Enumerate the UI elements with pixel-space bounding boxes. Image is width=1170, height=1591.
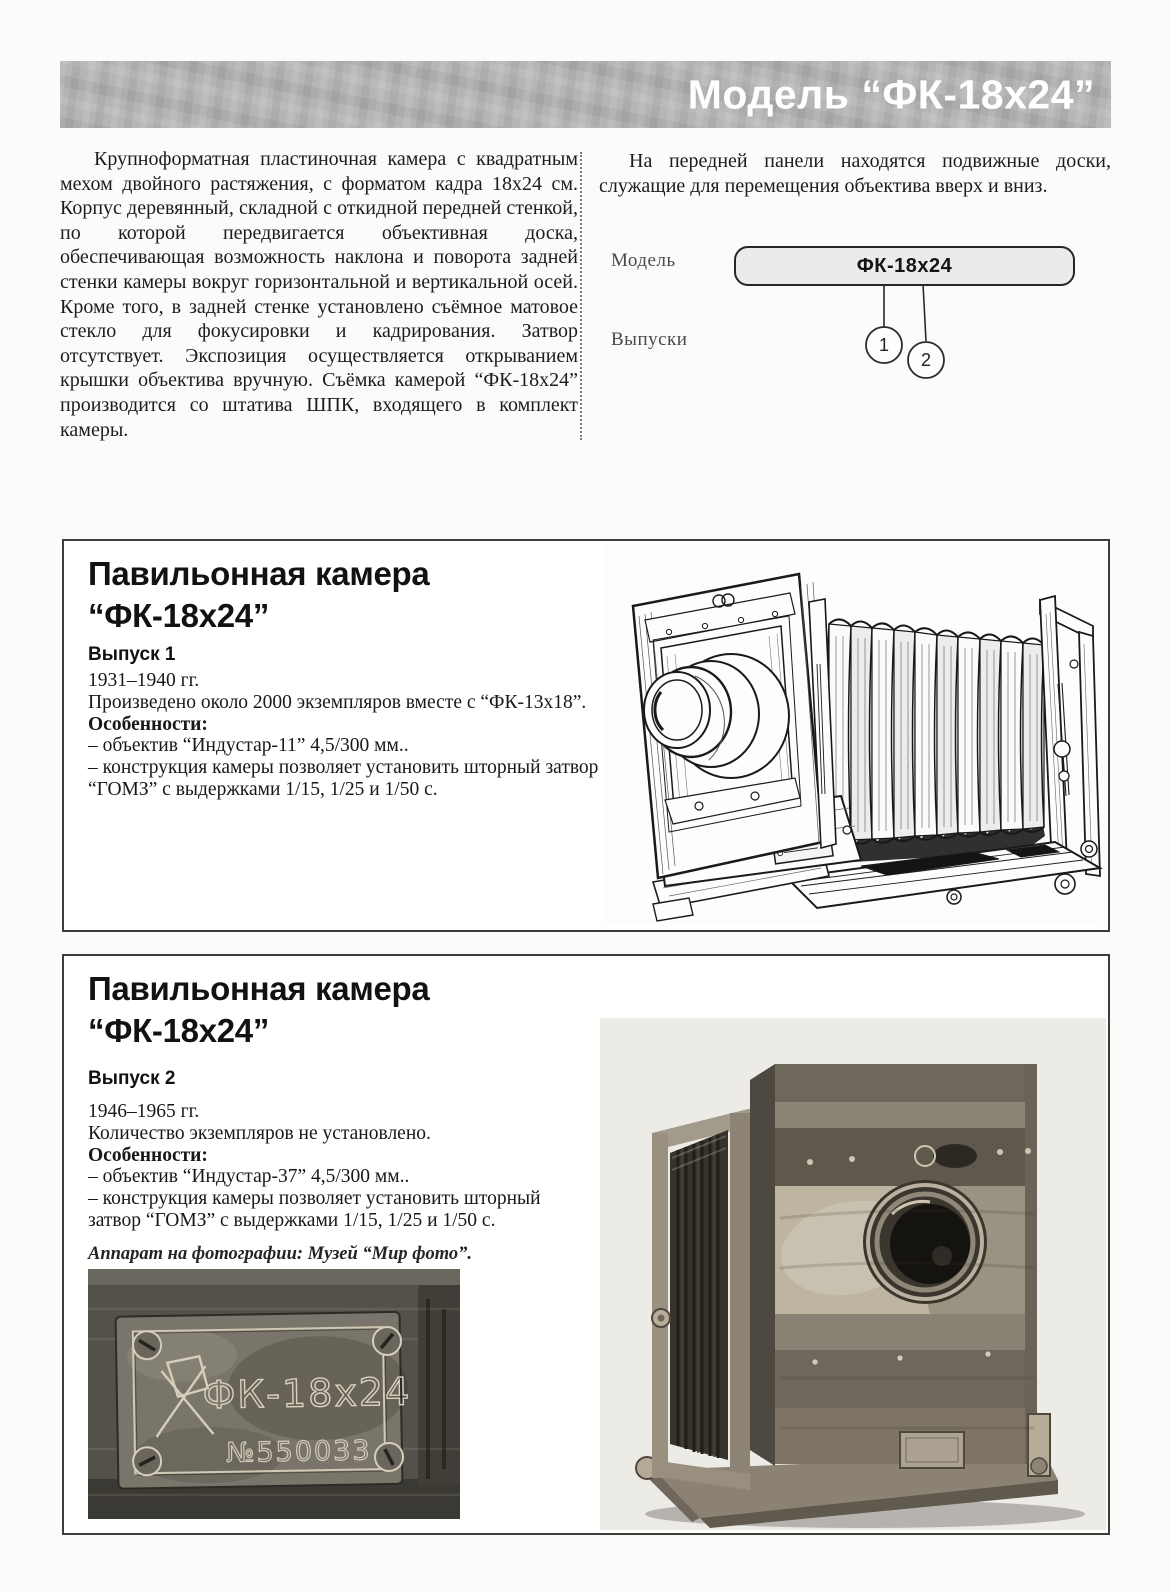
- section-2-title-line2: “ФК-18х24”: [88, 1012, 270, 1049]
- page-header-band: [60, 61, 1111, 128]
- feature-item: – конструкция камеры позволяет установить шторный затвор “ГОМЗ” с выдержками 1/15, 1/25 и 1/50 с.: [88, 1188, 541, 1231]
- section-1-body: [88, 670, 610, 801]
- diagram-model-label: Модель: [611, 250, 676, 271]
- column-divider: [580, 152, 582, 440]
- camera-engraving-illustration: [603, 544, 1103, 924]
- bottom-plate: [900, 1432, 964, 1468]
- diagram-issues-label: Выпуски: [611, 329, 688, 350]
- issue-2-number: 2: [920, 350, 932, 370]
- intro-right-paragraph: На передней панели находятся подвижные доски, служащие для перемещения объектива вверх и вниз.: [599, 150, 1111, 197]
- page-title: Модель “ФК-18х24”: [687, 71, 1095, 117]
- camera-body: [750, 1064, 1050, 1476]
- metal-plate: [116, 1312, 413, 1489]
- section-2-title-line1: Павильонная камера: [88, 970, 430, 1007]
- nameplate-model-text: ФК-18х24: [202, 1369, 412, 1418]
- nameplate-serial-text: №550033: [226, 1435, 372, 1469]
- section-2-body: [88, 1101, 566, 1232]
- intro-left-paragraph: Крупноформатная пластиночная камера с квадратным мехом двойного растяжения, с форматом кадра 18х24 см. Корпус деревянный, складной с откидной передней стенкой, по которой передвигается объективная доска, обеспечивающая возможность наклона и поворота задней стенки камеры вокруг горизонтальной и вертикальной осей. Кроме того, в задней стенке установлено съёмное матовое стекло для фокусировки и кадрирования. Затвор отсутствует. Экспозиция осуществляется открыванием крышки объектива вручную. Съёмка камерой “ФК-18х24” производится со штатива ШПК, входящего в комплект камеры.: [60, 148, 578, 441]
- section-issue-1: [62, 539, 1110, 932]
- section-1-title-line1: Павильонная камера: [88, 555, 430, 592]
- features-heading: Особенности:: [88, 1144, 208, 1166]
- section-1-title-line2: “ФК-18х24”: [88, 597, 270, 634]
- section-1-title: [88, 553, 429, 637]
- feature-item: – объектив “Индустар-37” 4,5/300 мм..: [88, 1166, 410, 1188]
- years-produced: 1946–1965 гг.: [88, 1101, 200, 1122]
- camera-photo: [600, 1018, 1106, 1530]
- years-produced: 1931–1940 гг.: [88, 670, 200, 691]
- section-2-title: [88, 968, 429, 1052]
- model-name-pill: [734, 246, 1075, 286]
- features-heading: Особенности:: [88, 713, 208, 735]
- section-issue-2: [62, 954, 1110, 1535]
- handle-slot: [933, 1144, 977, 1168]
- issue-1-label: Выпуск 1: [88, 644, 176, 665]
- issue-1-number: 1: [878, 335, 890, 355]
- production-note: Количество экземпляров не установлено.: [88, 1122, 431, 1144]
- feature-item: – объектив “Индустар-11” 4,5/300 мм..: [88, 735, 409, 757]
- feature-item: – конструкция камеры позволяет установить шторный затвор “ГОМЗ” с выдержками 1/15, 1/25 и 1/50 с.: [88, 757, 599, 800]
- model-name: ФК-18х24: [856, 255, 953, 277]
- photo-credit: Аппарат на фотографии: Музей “Мир фото”.: [88, 1244, 473, 1264]
- lens: [863, 1180, 987, 1304]
- nameplate-photo: [88, 1269, 460, 1519]
- production-note: Произведено около 2000 экземпляров вместе с “ФК-13х18”.: [88, 691, 587, 713]
- diagram-connectors: [840, 284, 960, 396]
- issue-2-label: Выпуск 2: [88, 1068, 176, 1089]
